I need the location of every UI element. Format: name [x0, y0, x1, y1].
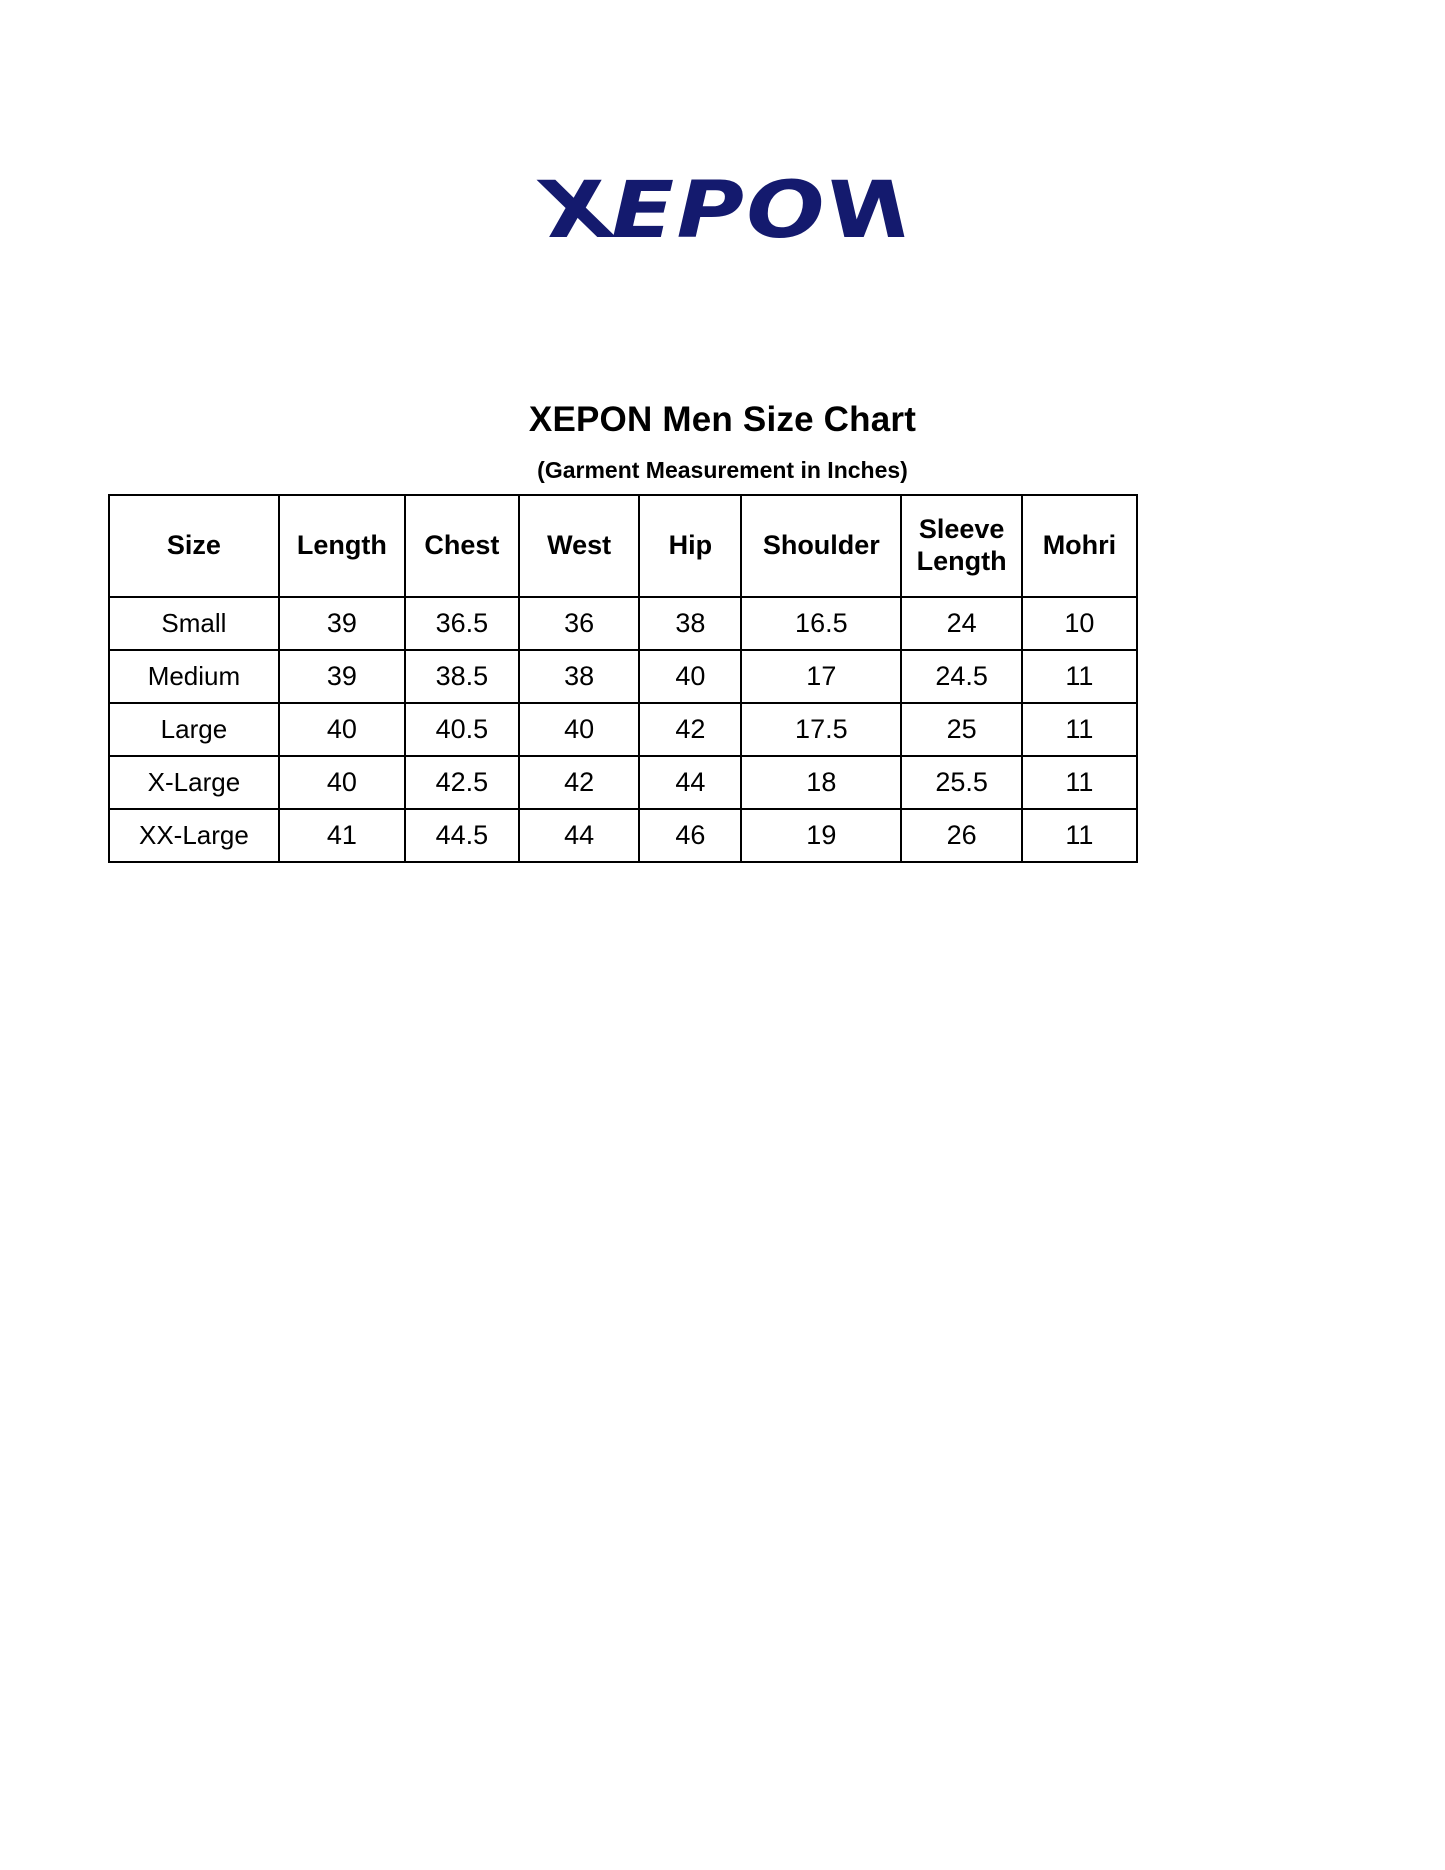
cell-length: 40	[279, 756, 405, 809]
size-chart-table	[108, 494, 1138, 863]
cell-size: X-Large	[109, 756, 279, 809]
cell-sleeve-length: 26	[901, 809, 1022, 862]
column-header-chest: Chest	[405, 495, 519, 597]
cell-shoulder: 17.5	[741, 703, 901, 756]
cell-sleeve-length: 25.5	[901, 756, 1022, 809]
cell-mohri: 11	[1022, 650, 1137, 703]
size-chart-table-container	[108, 494, 1138, 863]
cell-shoulder: 17	[741, 650, 901, 703]
cell-mohri: 11	[1022, 703, 1137, 756]
cell-mohri: 11	[1022, 809, 1137, 862]
cell-hip: 46	[639, 809, 741, 862]
logo-letter-n: N	[827, 166, 907, 256]
cell-hip: 40	[639, 650, 741, 703]
column-header-size: Size	[109, 495, 279, 597]
cell-chest: 42.5	[405, 756, 519, 809]
logo-letter-x: X	[538, 166, 612, 256]
cell-size: Large	[109, 703, 279, 756]
page-subtitle: (Garment Measurement in Inches)	[537, 457, 908, 483]
cell-chest: 44.5	[405, 809, 519, 862]
cell-mohri: 10	[1022, 597, 1137, 650]
cell-west: 44	[519, 809, 640, 862]
column-header-west: West	[519, 495, 640, 597]
cell-length: 39	[279, 597, 405, 650]
cell-size: Medium	[109, 650, 279, 703]
cell-sleeve-length: 24	[901, 597, 1022, 650]
brand-logo-text	[538, 166, 907, 256]
cell-hip: 38	[639, 597, 741, 650]
table-row	[109, 597, 1137, 650]
cell-length: 39	[279, 650, 405, 703]
column-header-mohri: Mohri	[1022, 495, 1137, 597]
table-row	[109, 809, 1137, 862]
cell-chest: 40.5	[405, 703, 519, 756]
cell-shoulder: 19	[741, 809, 901, 862]
cell-hip: 42	[639, 703, 741, 756]
cell-sleeve-length: 25	[901, 703, 1022, 756]
brand-logo	[0, 166, 1445, 256]
cell-size: XX-Large	[109, 809, 279, 862]
column-header-sleeve-length: Sleeve Length	[901, 495, 1022, 597]
page-title: XEPON Men Size Chart	[528, 400, 917, 439]
cell-shoulder: 16.5	[741, 597, 901, 650]
table-row	[109, 650, 1137, 703]
logo-letters-epo: EPO	[611, 166, 828, 256]
column-header-shoulder: Shoulder	[741, 495, 901, 597]
cell-chest: 38.5	[405, 650, 519, 703]
cell-length: 41	[279, 809, 405, 862]
cell-west: 38	[519, 650, 640, 703]
table-row	[109, 756, 1137, 809]
cell-west: 40	[519, 703, 640, 756]
cell-hip: 44	[639, 756, 741, 809]
table-row	[109, 703, 1137, 756]
cell-shoulder: 18	[741, 756, 901, 809]
table-header-row	[109, 495, 1137, 597]
column-header-length: Length	[279, 495, 405, 597]
cell-chest: 36.5	[405, 597, 519, 650]
cell-size: Small	[109, 597, 279, 650]
cell-sleeve-length: 24.5	[901, 650, 1022, 703]
cell-west: 36	[519, 597, 640, 650]
column-header-hip: Hip	[639, 495, 741, 597]
cell-length: 40	[279, 703, 405, 756]
cell-west: 42	[519, 756, 640, 809]
cell-mohri: 11	[1022, 756, 1137, 809]
